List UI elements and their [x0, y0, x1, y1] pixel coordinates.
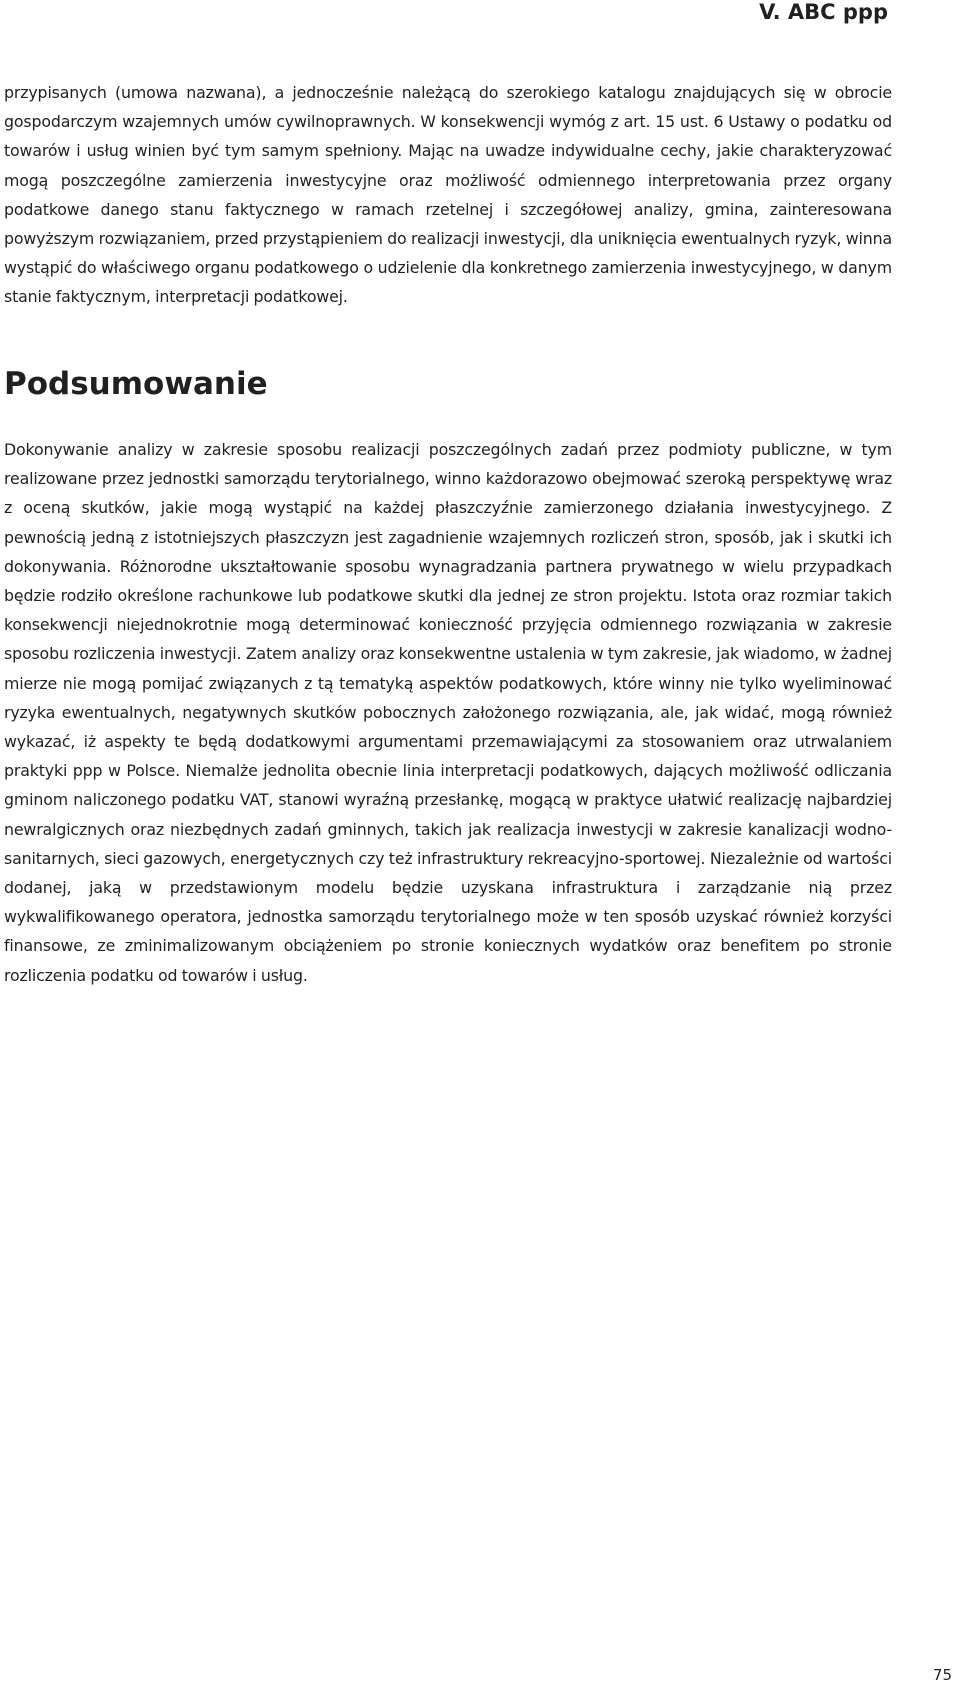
section-heading-summary: Podsumowanie — [4, 366, 268, 402]
body-paragraph-summary: Dokonywanie analizy w zakresie sposobu realizacji poszczególnych zadań przez podmioty publiczne, w tym realizowane przez jednostki samorządu terytorialnego, winno każdorazowo obejmować szeroką perspektywę wraz z oceną skutków, jakie mogą wystąpić na każdej płaszczyźnie zamierzonego działania inwestycyjnego. Z pewnością jedną z istotniejszych płaszczyzn jest zagadnienie wzajemnych rozliczeń stron, sposób, jak i skutki ich dokonywania. Różnorodne ukształtowanie sposobu wynagradzania partnera prywatnego w wielu przypadkach będzie rodziło określone rachunkowe lub podatkowe skutki dla jednej ze stron projektu. Istota oraz rozmiar takich konsekwencji niejednokrotnie mogą determinować konieczność przyjęcia odmiennego rozwiązania w zakresie sposobu rozliczenia inwestycji. Zatem analizy oraz konsekwentne ustalenia w tym zakresie, jak wiadomo, w żadnej mierze nie mogą pomijać związanych z tą tematyką aspektów podatkowych, które winny nie tylko wyeliminować ryzyka ewentualnych, negatywnych skutków pobocznych założonego rozwiązania, ale, jak widać, mogą również wykazać, iż aspekty te będą dodatkowymi argumentami przemawiającymi za stosowaniem oraz utrwalaniem praktyki ppp w Polsce. Niemalże jednolita obecnie linia interpretacji podatkowych, dających możliwość odliczania gminom naliczonego podatku VAT, stanowi wyraźną przesłankę, mogącą w praktyce ułatwić realizację najbardziej newralgicznych oraz niezbędnych zadań gminnych, takich jak realizacja inwestycji w zakresie kanalizacji wodno-sanitarnych, sieci gazowych, energetycznych czy też infrastruktury rekreacyjno-sportowej. Niezależnie od wartości dodanej, jaką w przedstawionym modelu będzie uzyskana infrastruktura i zarządzanie nią przez wykwalifikowanego operatora, jednostka samorządu terytorialnego może w ten sposób uzyskać również korzyści finansowe, ze zminimalizowanym obciążeniem po stronie koniecznych wydatków oraz benefitem po stronie rozliczenia podatku od towarów i usług. — [4, 440, 892, 985]
body-paragraph-intro: przypisanych (umowa nazwana), a jednocześnie należącą do szerokiego katalogu znajdujących się w obrocie gospodarczym wzajemnych umów cywilnoprawnych. W konsekwencji wymóg z art. 15 ust. 6 Ustawy o podatku od towarów i usług winien być tym samym spełniony. Mając na uwadze indywidualne cechy, jakie charakteryzować mogą poszczególne zamierzenia inwestycyjne oraz możliwość odmiennego interpretowania przez organy podatkowe danego stanu faktycznego w ramach rzetelnej i szczegółowej analizy, gmina, zainteresowana powyższym rozwiązaniem, przed przystąpieniem do realizacji inwestycji, dla uniknięcia ewentualnych ryzyk, winna wystąpić do właściwego organu podatkowego o udzielenie dla konkretnego zamierzenia inwestycyjnego, w danym stanie faktycznym, interpretacji podatkowej. — [4, 83, 892, 307]
running-header-title: V. ABC ppp — [759, 0, 888, 24]
page-number: 75 — [932, 1666, 952, 1684]
